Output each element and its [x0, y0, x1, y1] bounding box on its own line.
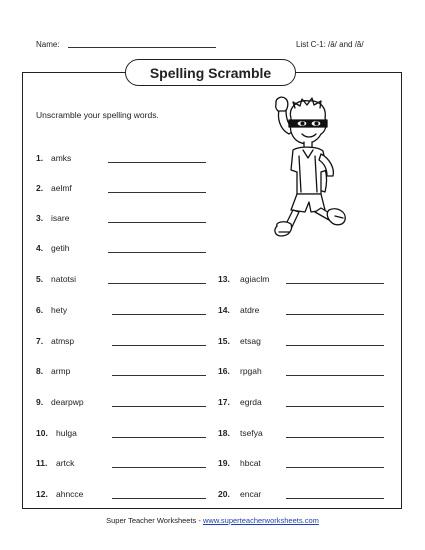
answer-line[interactable]	[112, 345, 206, 346]
scrambled-word: etsag	[240, 336, 261, 346]
answer-line[interactable]	[286, 437, 384, 438]
scrambled-word: atdre	[240, 305, 260, 315]
name-label: Name:	[36, 40, 60, 49]
item-number: 5.	[36, 274, 44, 284]
list-item	[36, 336, 216, 348]
list-item	[218, 489, 388, 501]
name-answer-line[interactable]	[68, 47, 216, 48]
answer-line[interactable]	[108, 252, 206, 253]
item-number: 14.	[218, 305, 230, 315]
item-number: 16.	[218, 366, 230, 376]
item-number: 8.	[36, 366, 44, 376]
answer-line[interactable]	[286, 375, 384, 376]
list-item	[36, 489, 216, 501]
instructions-text: Unscramble your spelling words.	[36, 110, 159, 120]
item-number: 15.	[218, 336, 230, 346]
item-number: 7.	[36, 336, 44, 346]
item-number: 11.	[36, 458, 48, 468]
item-number: 20.	[218, 489, 230, 499]
answer-line[interactable]	[286, 314, 384, 315]
item-number: 17.	[218, 397, 230, 407]
list-item	[36, 428, 216, 440]
answer-line[interactable]	[112, 375, 206, 376]
scrambled-word: hbcat	[240, 458, 261, 468]
footer-text: Super Teacher Worksheets -	[106, 516, 203, 525]
scrambled-word: encar	[240, 489, 262, 499]
item-number: 3.	[36, 213, 44, 223]
answer-line[interactable]	[286, 345, 384, 346]
footer	[0, 516, 425, 525]
scrambled-word: armp	[51, 366, 71, 376]
scrambled-word: atmsp	[51, 336, 75, 346]
list-item	[218, 336, 388, 348]
item-number: 12.	[36, 489, 48, 499]
item-number: 6.	[36, 305, 44, 315]
answer-line[interactable]	[108, 192, 206, 193]
answer-line[interactable]	[108, 222, 206, 223]
scrambled-word: agiaclm	[240, 274, 270, 284]
answer-line[interactable]	[286, 406, 384, 407]
answer-line[interactable]	[286, 283, 384, 284]
list-item	[218, 366, 388, 378]
scrambled-word: ahncce	[56, 489, 84, 499]
item-number: 4.	[36, 243, 44, 253]
list-item	[36, 213, 216, 225]
list-item	[36, 305, 216, 317]
list-item	[36, 458, 216, 470]
scrambled-word: isare	[51, 213, 70, 223]
answer-line[interactable]	[112, 406, 206, 407]
list-item	[36, 366, 216, 378]
scrambled-word: tsefya	[240, 428, 263, 438]
scrambled-word: aelmf	[51, 183, 72, 193]
list-item	[218, 428, 388, 440]
answer-line[interactable]	[108, 162, 206, 163]
scrambled-word: natotsi	[51, 274, 77, 284]
list-label: List C-1: /ā/ and /ă/	[296, 40, 364, 49]
item-number: 2.	[36, 183, 44, 193]
scrambled-word: egrda	[240, 397, 262, 407]
answer-line[interactable]	[286, 498, 384, 499]
scrambled-word: getih	[51, 243, 70, 253]
item-number: 9.	[36, 397, 44, 407]
answer-line[interactable]	[108, 283, 206, 284]
worksheet-title: Spelling Scramble	[125, 59, 296, 86]
answer-line[interactable]	[112, 437, 206, 438]
scrambled-word: hety	[51, 305, 68, 315]
list-item	[36, 243, 216, 255]
answer-line[interactable]	[286, 467, 384, 468]
list-item	[218, 274, 388, 286]
list-item	[36, 397, 216, 409]
list-item	[36, 183, 216, 195]
scrambled-word: dearpwp	[51, 397, 84, 407]
item-number: 19.	[218, 458, 230, 468]
item-number: 10.	[36, 428, 48, 438]
list-item	[36, 153, 216, 165]
answer-line[interactable]	[112, 314, 206, 315]
footer-link[interactable]: www.superteacherworksheets.com	[202, 516, 319, 525]
list-item	[218, 305, 388, 317]
scrambled-word: artck	[56, 458, 75, 468]
scrambled-word: hulga	[56, 428, 77, 438]
masked-kid-illustration	[255, 96, 355, 246]
list-item	[218, 397, 388, 409]
item-number: 18.	[218, 428, 230, 438]
item-number: 13.	[218, 274, 230, 284]
list-item	[36, 274, 216, 286]
answer-line[interactable]	[112, 467, 206, 468]
scrambled-word: rpgah	[240, 366, 262, 376]
answer-line[interactable]	[112, 498, 206, 499]
scrambled-word: amks	[51, 153, 72, 163]
item-number: 1.	[36, 153, 44, 163]
list-item	[218, 458, 388, 470]
